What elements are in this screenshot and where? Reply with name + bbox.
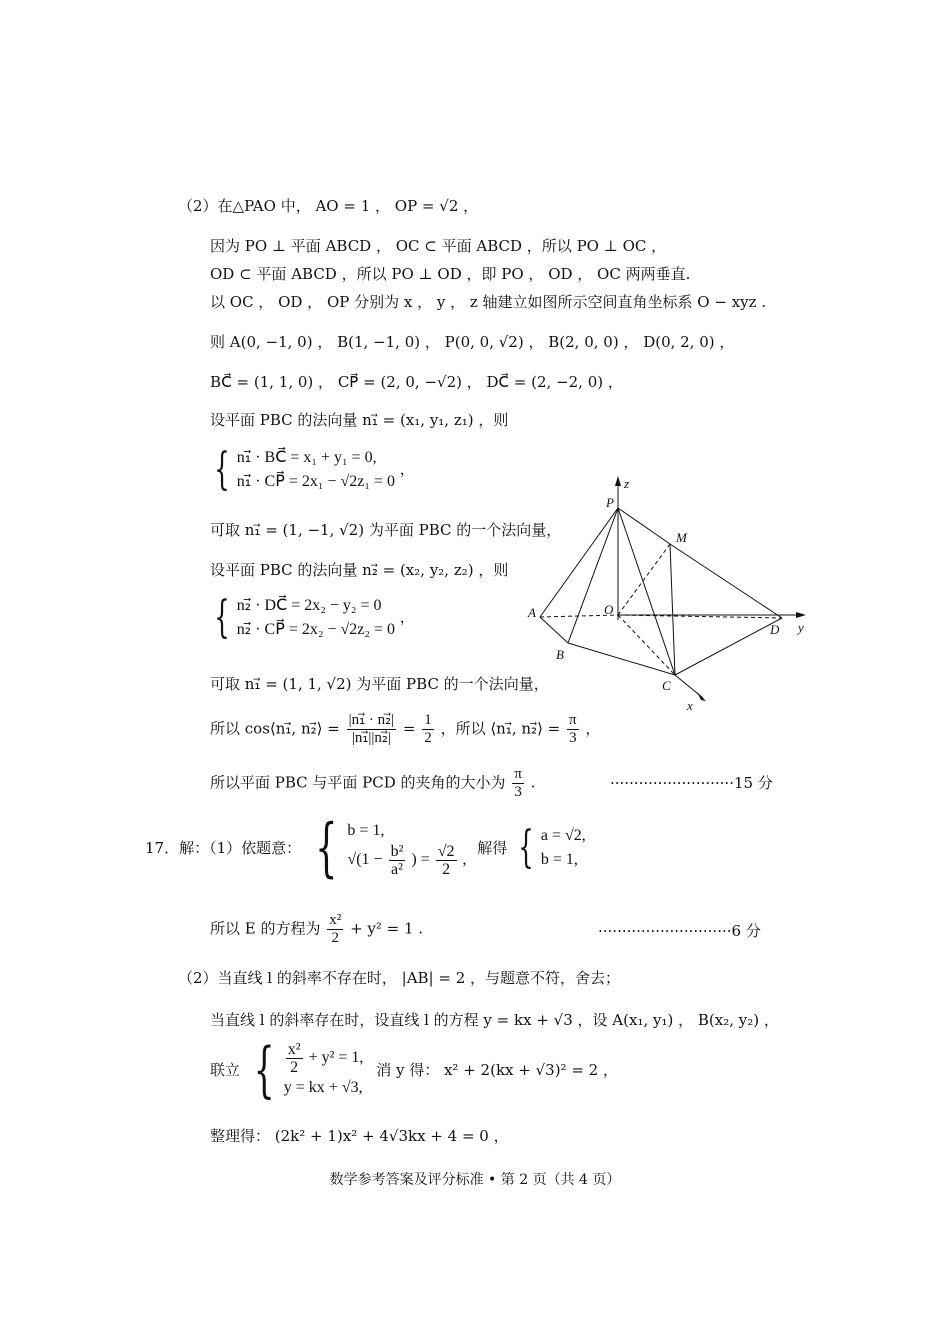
line-cos-angle: 所以 cos⟨n₁⃗, n₂⃗⟩ = $\frac{\text{|n₁⃗ · n₂⃗|}}{\text{|n₁⃗||n₂⃗|}}$ = $\frac{1}{2}$ ，所以 ⟨n₁⃗, n₂⃗⟩ = $\frac{\pi}{3}$ ，: [210, 712, 601, 746]
page-footer: 数学参考答案及评分标准 • 第 2 页（共 4 页）: [329, 1172, 621, 1188]
line-ellipse-equation: 所以 E 的方程为 $\frac{\text{x²}}{2}$ + y² = 1 .: [210, 912, 424, 946]
q17-result2: b = 1,: [540, 851, 578, 868]
q17-eq1: b = 1,: [347, 821, 385, 839]
line-part2-slope-undefined: （2）当直线 l 的斜率不存在时， |AB| = 2 ，与题意不符，舍去；: [178, 969, 621, 987]
geometry-figure: [520, 470, 820, 720]
label-D: D: [770, 622, 780, 637]
line-part2-slope-exists: 当直线 l 的斜率存在时，设直线 l 的方程 y = kx + √3 ，设 A(x₁, y₁) ， B(x₂, y₂) ，: [210, 1011, 779, 1029]
label-B: B: [556, 647, 564, 662]
label-A: A: [528, 605, 536, 620]
line-simultaneous: 联立 { $\frac{\text{x²}}{2}$ + y² = 1, y = kx + √3, 消 y 得： x² + 2(kx + √3)² = 2 ，: [210, 1035, 618, 1105]
score-6: ····························6 分: [598, 922, 761, 940]
q17-result1: a = √2,: [540, 827, 586, 844]
label-C: C: [662, 678, 671, 693]
system-1-eq1: n₁⃗ · BC⃗ = x₁ + y₁ = 0,: [236, 449, 377, 466]
score-15: ··························15 分: [610, 774, 773, 792]
system-2-eq2: n₂⃗ · CP⃗ = 2x₂ − √2z₂ = 0: [236, 621, 395, 638]
system-1: { n₁⃗ · BC⃗ = x₁ + y₁ = 0, n₁⃗ · CP⃗ = 2x₁ − √2z₁ = 0 ，: [214, 444, 415, 495]
question-17-part1: 17．解：（1）依题意： { b = 1, √(1 − $\frac{\text{b²}}{\text{a²}}$ ) = $\frac{√2}{2}$ , 解得 { a = √2, b = 1,: [145, 811, 586, 885]
line-simplified: 整理得： (2k² + 1)x² + 4√3kx + 4 = 0 ，: [210, 1127, 509, 1145]
line-perpendicular-1: 因为 PO ⊥ 平面 ABCD ， OC ⊂ 平面 ABCD ，所以 PO ⊥ OC ，: [210, 237, 667, 255]
q17-eq2: √(1 − $\frac{\text{b²}}{\text{a²}}$ ) = $\frac{√2}{2}$ ,: [347, 842, 467, 878]
label-O: O: [604, 602, 614, 617]
label-P: P: [606, 495, 614, 510]
label-y: y: [798, 620, 804, 635]
system-2: { n₂⃗ · DC⃗ = 2x₂ − y₂ = 0 n₂⃗ · CP⃗ = 2x₂ − √2z₂ = 0 ，: [214, 592, 415, 643]
line-normal-n1: 设平面 PBC 的法向量 n₁⃗ = (x₁, y₁, z₁) ，则: [210, 411, 509, 429]
label-M: M: [676, 530, 687, 545]
line-n2-value: 可取 n₁⃗ = (1, 1, √2) 为平面 PBC 的一个法向量，: [210, 675, 549, 693]
label-x: x: [687, 698, 693, 713]
label-z: z: [624, 476, 630, 491]
system-2-eq1: n₂⃗ · DC⃗ = 2x₂ − y₂ = 0: [236, 597, 382, 614]
line-normal-n2: 设平面 PBC 的法向量 n₂⃗ = (x₂, y₂, z₂) ，则: [210, 561, 509, 579]
line-n1-value: 可取 n₁⃗ = (1, −1, √2) 为平面 PBC 的一个法向量，: [210, 521, 562, 539]
y-arrow: [796, 612, 806, 618]
z-arrow: [615, 476, 621, 486]
line-part2-intro: （2）在△PAO 中， AO = 1 ， OP = √2 ，: [178, 197, 479, 215]
system-1-eq2: n₁⃗ · CP⃗ = 2x₁ − √2z₁ = 0: [236, 473, 395, 490]
line-perpendicular-2: OD ⊂ 平面 ABCD ，所以 PO ⊥ OD ，即 PO ， OD ， OC 两两垂直.: [210, 265, 691, 283]
x-arrow: [697, 692, 706, 701]
line-points: 则 A(0, −1, 0) ， B(1, −1, 0) ， P(0, 0, √2) ， B(2, 0, 0) ， D(0, 2, 0) ，: [210, 333, 735, 351]
line-vectors: BC⃗ = (1, 1, 0) ， CP⃗ = (2, 0, −√2) ， DC⃗ = (2, −2, 0) ，: [210, 373, 623, 391]
line-coordinate-system: 以 OC ， OD ， OP 分别为 x ， y ， z 轴建立如图所示空间直角坐标系 O − xyz .: [210, 293, 767, 311]
line-angle-result: 所以平面 PBC 与平面 PCD 的夹角的大小为 $\frac{\pi}{3}$ .: [210, 766, 536, 800]
